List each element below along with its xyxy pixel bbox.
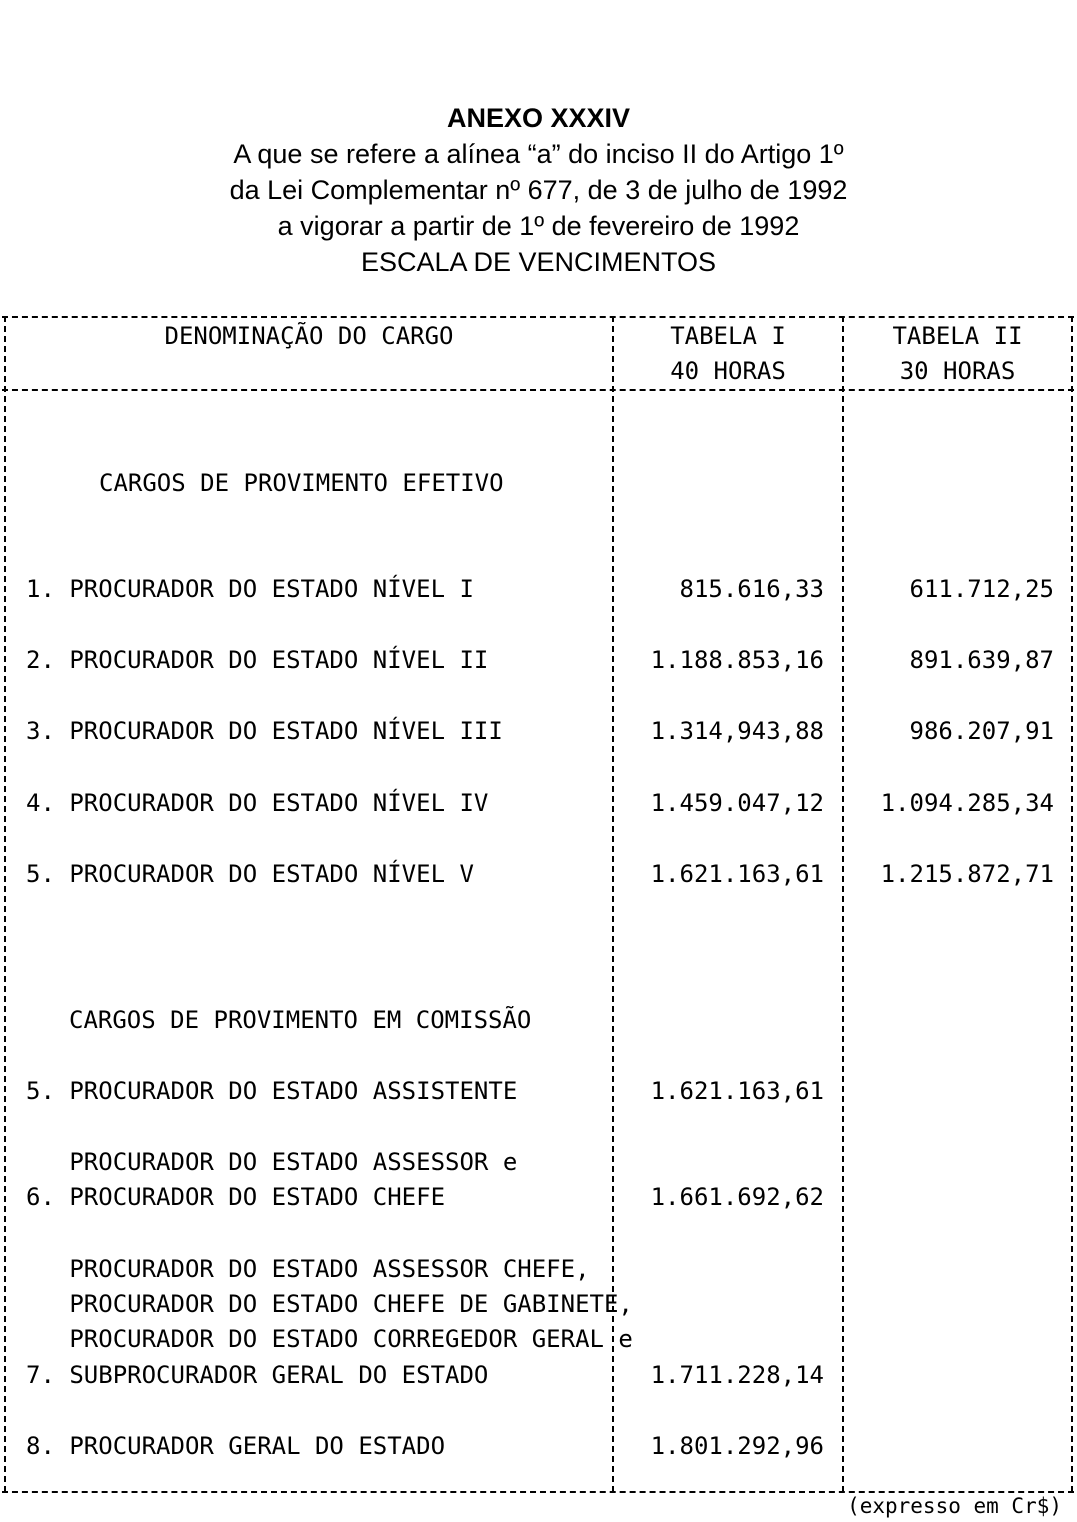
header-line-2: da Lei Complementar nº 677, de 3 de julho de 1992 <box>229 175 848 205</box>
right-border <box>1071 316 1073 1492</box>
cargo-label: PROCURADOR DO ESTADO ASSESSOR e <box>26 1148 518 1176</box>
cargo-label: 2. PROCURADOR DO ESTADO NÍVEL II <box>26 646 489 674</box>
table-bottom-border <box>2 1491 1074 1493</box>
table-top-border <box>2 316 1074 318</box>
tabela-1-value: 1.621.163,61 <box>650 1077 824 1105</box>
cargo-label: 1. PROCURADOR DO ESTADO NÍVEL I <box>26 575 474 603</box>
header-line-4: ESCALA DE VENCIMENTOS <box>360 247 717 277</box>
cargo-label: PROCURADOR DO ESTADO CORREGEDOR GERAL e <box>26 1325 633 1353</box>
tabela-2-value: 1.094.285,34 <box>880 789 1054 817</box>
section-heading-comissao: CARGOS DE PROVIMENTO EM COMISSÃO <box>69 1006 532 1034</box>
currency-footnote: (expresso em Cr$) <box>847 1494 1062 1518</box>
column-header-tabela-1: TABELA I <box>670 322 786 350</box>
left-border <box>4 316 6 1492</box>
cargo-label: 7. SUBPROCURADOR GERAL DO ESTADO <box>26 1361 489 1389</box>
tabela-1-value: 1.621.163,61 <box>650 860 824 888</box>
header-line-3: a vigorar a partir de 1º de fevereiro de 1992 <box>277 211 800 241</box>
cargo-label: 3. PROCURADOR DO ESTADO NÍVEL III <box>26 717 503 745</box>
column-header-tabela-1-hours: 40 HORAS <box>670 357 786 385</box>
tabela-2-value: 986.207,91 <box>909 717 1054 745</box>
tabela-1-value: 1.661.692,62 <box>650 1183 824 1211</box>
section-heading-efetivo: CARGOS DE PROVIMENTO EFETIVO <box>99 469 504 497</box>
column-header-cargo: DENOMINAÇÃO DO CARGO <box>164 322 454 350</box>
column-divider-2 <box>842 316 844 1492</box>
tabela-1-value: 1.314,943,88 <box>650 717 824 745</box>
tabela-1-value: 1.711.228,14 <box>650 1361 824 1389</box>
tabela-1-value: 1.801.292,96 <box>650 1432 824 1460</box>
tabela-1-value: 1.188.853,16 <box>650 646 824 674</box>
column-header-tabela-2: TABELA II <box>892 322 1023 350</box>
tabela-2-value: 611.712,25 <box>909 575 1054 603</box>
cargo-label: 5. PROCURADOR DO ESTADO NÍVEL V <box>26 860 474 888</box>
document-title: ANEXO XXXIV <box>446 103 631 133</box>
tabela-1-value: 815.616,33 <box>679 575 824 603</box>
cargo-label: 4. PROCURADOR DO ESTADO NÍVEL IV <box>26 789 489 817</box>
cargo-label: 6. PROCURADOR DO ESTADO CHEFE <box>26 1183 446 1211</box>
column-header-tabela-2-hours: 30 HORAS <box>899 357 1016 385</box>
tabela-2-value: 1.215.872,71 <box>880 860 1054 888</box>
header-line-1: A que se refere a alínea “a” do inciso II do Artigo 1º <box>233 139 844 169</box>
cargo-label: PROCURADOR DO ESTADO CHEFE DE GABINETE, <box>26 1290 633 1318</box>
tabela-1-value: 1.459.047,12 <box>650 789 824 817</box>
cargo-label: 5. PROCURADOR DO ESTADO ASSISTENTE <box>26 1077 518 1105</box>
header-separator <box>2 389 1074 391</box>
tabela-2-value: 891.639,87 <box>909 646 1054 674</box>
cargo-label: 8. PROCURADOR GERAL DO ESTADO <box>26 1432 446 1460</box>
cargo-label: PROCURADOR DO ESTADO ASSESSOR CHEFE, <box>26 1255 590 1283</box>
